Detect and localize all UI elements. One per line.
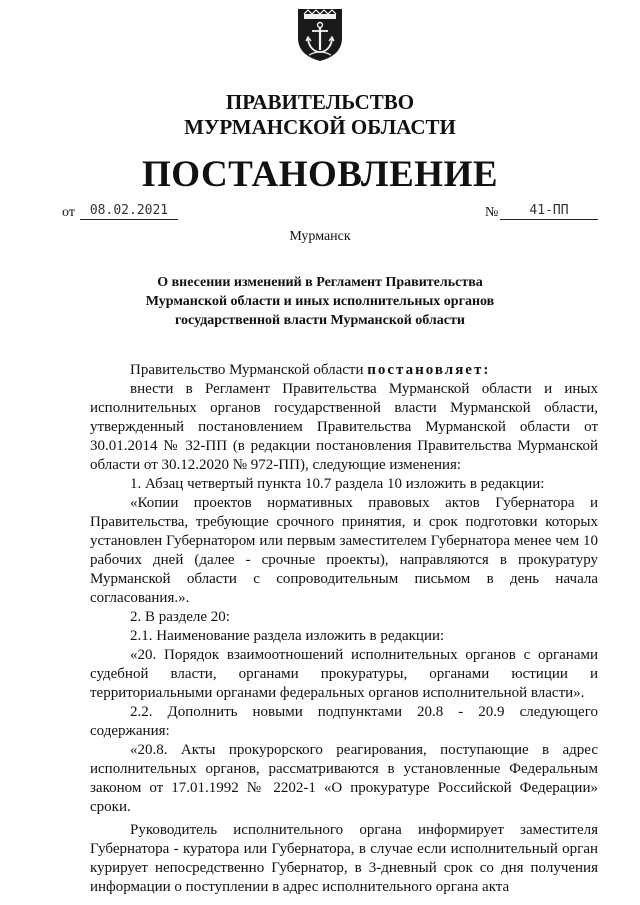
- number-value: 41-ПП: [500, 202, 598, 220]
- government-name-line1: ПРАВИТЕЛЬСТВО: [225, 90, 415, 114]
- body-paragraph: Руководитель исполнительного органа информирует заместителя Губернатора - куратора или Губернатора, в случае если исполнительный орган курирует непосредственно Губернатор, в 3-дневный срок со дня получения информации о поступлении в адрес исполнительного органа акта: [90, 822, 598, 895]
- coat-of-arms-icon: [295, 6, 345, 62]
- document-type-title: ПОСТАНОВЛЕНИЕ: [141, 154, 499, 195]
- body-paragraph: внести в Регламент Правительства Мурманской области и иных исполнительных органов государственной власти Мурманской области, утвержденный постановлением Правительства Мурманской области от 30.01.2014 № 32-ПП (в редакции постановления Правительства Мурманской области от 30.12.2020 № 972-ПП), следующие изменения:: [90, 381, 598, 473]
- resolves-word: постановляет:: [367, 362, 491, 378]
- city-name: Мурманск: [289, 229, 351, 244]
- subject-line: О внесении изменений в Регламент Правительства: [157, 275, 483, 290]
- body-paragraph: 1. Абзац четвертый пункта 10.7 раздела 10 изложить в редакции:: [130, 476, 545, 492]
- document-body: [90, 361, 598, 897]
- government-name-line2: МУРМАНСКОЙ ОБЛАСТИ: [184, 115, 456, 139]
- body-paragraph: «20. Порядок взаимоотношений исполнительных органов с органами судебной власти, органами прокуратуры, органами юстиции и территориальными органами федеральных органов исполнительной власти».: [90, 647, 598, 701]
- intro-text: Правительство Мурманской области: [130, 362, 368, 378]
- date-value: 08.02.2021: [80, 202, 178, 220]
- subject-line: государственной власти Мурманской области: [175, 313, 465, 328]
- date-label: от: [62, 205, 75, 220]
- body-paragraph: «20.8. Акты прокурорского реагирования, поступающие в адрес исполнительных органов, рассматриваются в установленные Федеральным законом от 17.01.1992 № 2202-1 «О прокуратуре Российской Федерации» сроки.: [90, 742, 598, 815]
- body-paragraph: 2.2. Дополнить новыми подпунктами 20.8 - 20.9 следующего содержания:: [90, 704, 598, 739]
- subject-line: Мурманской области и иных исполнительных органов: [145, 294, 495, 309]
- number-label: №: [485, 205, 499, 220]
- intro-paragraph: [90, 361, 598, 380]
- document-subject: [90, 273, 550, 330]
- body-paragraph: 2. В разделе 20:: [130, 609, 230, 625]
- body-paragraph: «Копии проектов нормативных правовых актов Губернатора и Правительства, требующие срочного принятия, и срок подготовки которых установлен Губернатором или первым заместителем Губернатора менее чем 10 рабочих дней (далее - срочные проекты), направляются в прокуратуру Мурманской области с сопроводительным письмом в день начала согласования.».: [90, 495, 598, 606]
- body-paragraph: 2.1. Наименование раздела изложить в редакции:: [130, 628, 445, 644]
